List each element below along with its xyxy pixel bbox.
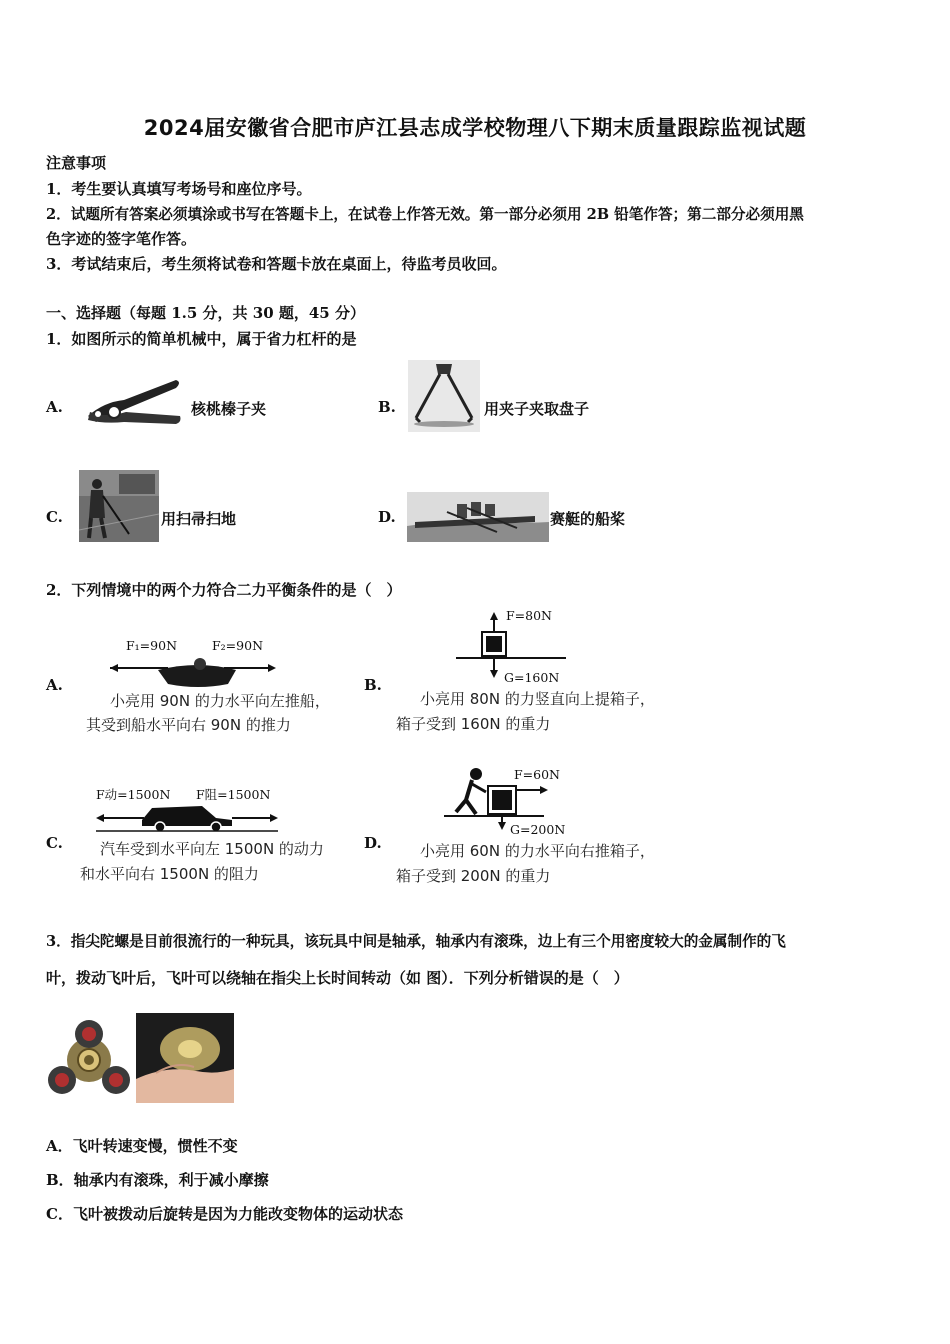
plate-tongs-image <box>408 360 480 432</box>
notice-item-2b: 色字迹的签字笔作答。 <box>46 230 197 248</box>
q1-option-a-label: A. <box>46 398 63 416</box>
q1-option-b-label: B. <box>378 398 396 416</box>
q1-option-c-text: 用扫帚扫地 <box>161 510 237 528</box>
q2-c-line1: 汽车受到水平向左 1500N 的动力 <box>100 840 324 858</box>
q2-a-line1: 小亮用 90N 的力水平向左推船， <box>110 692 330 710</box>
broom-sweeping-image <box>79 470 159 542</box>
q2-b-gravity-label: G=160N <box>504 670 560 685</box>
q2-b-force-label: F=80N <box>506 608 552 623</box>
q3-option-a: A．飞叶转速变慢，惯性不变 <box>46 1137 238 1155</box>
q1-option-c-label: C. <box>46 508 63 526</box>
q2-d-line1: 小亮用 60N 的力水平向右推箱子， <box>420 842 655 860</box>
q3-stem-line1: 3．指尖陀螺是目前很流行的一种玩具，该玩具中间是轴承，轴承内有滚珠，边上有三个用密度较大的金属制作的飞 <box>46 933 786 950</box>
q2-a-line2: 其受到船水平向右 90N 的推力 <box>86 716 291 734</box>
q2-d-force-label: F=60N <box>514 767 560 782</box>
q2-option-c-label: C. <box>46 834 63 852</box>
q3-stem-line2: 叶，拨动飞叶后，飞叶可以绕轴在指尖上长时间转动（如 图）．下列分析错误的是（ ） <box>46 969 629 987</box>
fidget-spinner-image <box>46 1020 132 1100</box>
q2-c-line2: 和水平向右 1500N 的阻力 <box>80 865 259 883</box>
q2-c-force1-label: F动=1500N <box>96 787 171 802</box>
q1-option-b-text: 用夹子夹取盘子 <box>484 400 590 418</box>
q2-option-b-label: B. <box>364 676 382 694</box>
notice-item-3: 3．考试结束后，考生须将试卷和答题卡放在桌面上，待监考员收回。 <box>46 255 507 273</box>
q1-option-a-text: 核桃榛子夹 <box>191 400 267 418</box>
q2-d-line2: 箱子受到 200N 的重力 <box>396 867 551 885</box>
q2-a-force2-label: F₂=90N <box>212 638 264 653</box>
q2-c-force2-label: F阻=1500N <box>196 787 271 802</box>
q2-option-a-label: A. <box>46 676 63 694</box>
q2-a-force1-label: F₁=90N <box>126 638 178 653</box>
notice-item-1: 1．考生要认真填写考场号和座位序号。 <box>46 180 312 198</box>
notice-heading: 注意事项 <box>46 154 107 172</box>
q1-option-d-text: 赛艇的船桨 <box>550 510 626 528</box>
q3-option-b: B．轴承内有滚珠，利于减小摩擦 <box>46 1171 269 1189</box>
spinning-on-finger-image <box>136 1013 234 1103</box>
q1-option-d-label: D. <box>378 508 396 526</box>
q2-b-line1: 小亮用 80N 的力竖直向上提箱子， <box>420 690 655 708</box>
q2-stem: 2．下列情境中的两个力符合二力平衡条件的是（ ） <box>46 581 402 599</box>
car-forces-diagram <box>92 798 282 834</box>
nutcracker-image <box>84 372 184 428</box>
notice-item-2a: 2．试题所有答案必须填涂或书写在答题卡上，在试卷上作答无效。第一部分必须用 2B 铅笔作答；第二部分必须用黑 <box>46 206 804 223</box>
q1-stem: 1．如图所示的简单机械中，属于省力杠杆的是 <box>46 330 357 348</box>
boat-push-diagram <box>108 654 278 690</box>
q3-option-c: C．飞叶被拨动后旋转是因为力能改变物体的运动状态 <box>46 1205 403 1223</box>
q2-b-line2: 箱子受到 160N 的重力 <box>396 715 551 733</box>
q2-d-gravity-label: G=200N <box>510 822 566 837</box>
page-title: 2024届安徽省合肥市庐江县志成学校物理八下期末质量跟踪监视试题 <box>143 116 807 140</box>
section-heading: 一、选择题（每题 1.5 分，共 30 题，45 分） <box>46 304 365 322</box>
q2-option-d-label: D. <box>364 834 382 852</box>
rowing-boat-image <box>407 492 549 542</box>
